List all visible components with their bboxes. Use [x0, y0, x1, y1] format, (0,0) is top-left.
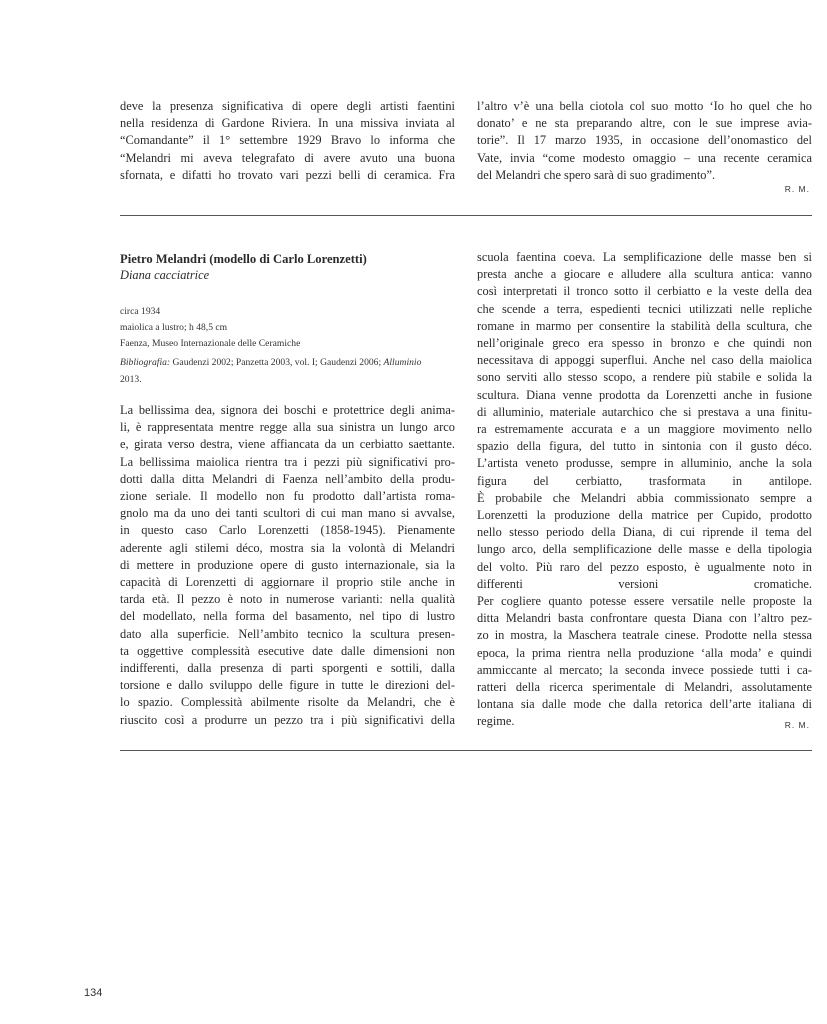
text-line: necessitava di appoggi superflui. Anche nel caso della maiolica — [477, 353, 812, 368]
text-line: ra estremamente accurata e a un maggiore movimento nello — [477, 422, 812, 437]
text-line: nella residenza di Gardone Riviera. In una missiva inviata al — [120, 116, 455, 131]
text-line: regime. — [477, 714, 515, 729]
text-line: nell’originale greco era spesso in bronzo e che quindi non — [477, 336, 812, 351]
text-line: del modellato, nella forma del basamento, nel tipo di lustro — [120, 609, 455, 624]
text-line: epoca, la prima rientra nella produzione ‘alla moda’ e quindi — [477, 645, 812, 660]
bibliography-label: Bibliografia: — [120, 357, 171, 368]
bibliography-end: 2013. — [120, 374, 142, 385]
text-line: torie”. Il 17 marzo 1935, in occasione dell’onomastico del — [477, 133, 812, 148]
text-line: È probabile che Melandri abbia commissionato sempre a — [477, 490, 812, 505]
text-line: lontana sia dalle mode che dalla retorica dell’arte italiana di — [477, 697, 812, 712]
text-line: differenti versioni cromatiche. — [477, 576, 812, 591]
text-line: presta anche a giocare e alludere alla scultura antica: vanno — [477, 267, 812, 282]
text-line: Per cogliere quanto potesse essere versatile nelle proposte la — [477, 594, 812, 609]
text-line: ta oggettive complessità esecutive date dalle dimensioni non — [120, 643, 455, 658]
text-line: deve la presenza significativa di opere degli artisti faentini — [120, 99, 455, 113]
text-line: Lorenzetti la produzione della matrice per Cupido, prodotto — [477, 508, 812, 523]
entry-location: Faenza, Museo Internazionale delle Ceramiche — [120, 338, 301, 349]
text-line: riuscito così a produrre un pezzo tra i più significativi della — [120, 712, 455, 727]
text-line: “Melandri mi aveva telegrafato di avere avuto una buona — [120, 150, 455, 165]
bibliography-text: Gaudenzi 2002; Panzetta 2003, vol. I; Gaudenzi 2006; — [170, 357, 384, 368]
text-line: dato alla superficie. Nell’ambito tecnico la scultura presen- — [120, 626, 455, 641]
text-line: torsione e dallo sviluppo delle figure in tutte le direzioni del- — [120, 678, 455, 693]
entry-title: Pietro Melandri (modello di Carlo Lorenzetti) — [120, 252, 367, 266]
text-line: indifferenti, dalla presenza di parti sporgenti e sottili, dalla — [120, 661, 455, 676]
entry-signature: R. M. — [784, 720, 810, 730]
text-line: romane in marmo per consentire la stabilità della scultura, che — [477, 318, 812, 333]
entry-right-column — [477, 249, 812, 731]
bottom-divider — [120, 750, 812, 751]
text-line: ditta Melandri basta confrontare questa Diana con l’altro pez- — [477, 611, 812, 626]
top-right-column — [477, 98, 812, 184]
top-signature: R. M. — [784, 184, 810, 194]
text-line: ratteri della ricerca sperimentale di Melandri, assolutamente — [477, 680, 812, 695]
text-line: così interpretati il tronco sotto il cerbiatto e la veste della dea — [477, 284, 812, 299]
entry-subtitle: Diana cacciatrice — [120, 268, 210, 282]
text-line: di mettere in produzione opere di gusto internazionale, sia la — [120, 557, 455, 572]
text-line: zo in mostra, la Maschera teatrale cinese. Prodotte nella stessa — [477, 628, 812, 643]
text-line: gnolo ma da uno dei tanti scultori di cui man mano si avvalse, — [120, 506, 455, 521]
text-line: di alluminio, materiale autarchico che si prestava a una finitu- — [477, 404, 812, 419]
text-line: che scende a terra, espedienti tecnici utilizzati nelle repliche — [477, 301, 812, 316]
text-line: Vate, invia “come modesto omaggio – una recente ceramica — [477, 150, 812, 165]
text-line: del volto. Più raro del pezzo esposto, è ugualmente noto in — [477, 559, 812, 574]
top-divider — [120, 215, 812, 216]
text-line: sono serviti allo stesso scopo, a rendere più stabile e solida la — [477, 370, 812, 385]
entry-left-column — [120, 402, 455, 729]
text-line: aderente agli stilemi déco, mostra sia la volontà di Melandri — [120, 540, 455, 555]
top-left-column — [120, 98, 455, 184]
text-line: ammiccante al mercato; la seconda invece possiede tutti i ca- — [477, 662, 812, 677]
text-line: spazio della figura, del tutto in sintonia con il gusto déco. — [477, 439, 812, 454]
text-line: L’artista veneto produsse, sempre in alluminio, anche la sola — [477, 456, 812, 471]
text-line: figura del cerbiatto, trasformata in antilope. — [477, 473, 812, 488]
text-line: e, girata verso destra, viene affiancata da un cerbiatto saettante. — [120, 437, 455, 452]
entry-material: maiolica a lustro; h 48,5 cm — [120, 322, 228, 333]
text-line: lo spazio. Complessità abilmente risolte da Melandri, che è — [120, 695, 455, 710]
text-line: lungo arco, della semplificazione delle masse e della tipologia — [477, 542, 812, 557]
text-line: zione seriale. Il modello non fu prodotto dall’artista roma- — [120, 489, 455, 504]
text-line: capacità di Lorenzetti di aggiornare il proprio stile anche in — [120, 575, 455, 590]
text-line: dotti dalla ditta Melandri di Faenza nell’ambito della produ- — [120, 471, 455, 486]
entry-date: circa 1934 — [120, 306, 161, 317]
bibliography-italic: Alluminio — [383, 357, 422, 368]
entry-bibliography — [120, 354, 455, 388]
page-number: 134 — [84, 987, 103, 999]
text-line: scuola faentina coeva. La semplificazione delle masse ben si — [477, 250, 812, 264]
text-line: “Comandante” il 1° settembre 1929 Bravo lo informa che — [120, 133, 455, 148]
text-line: sfornata, e difatti ho trovato vari pezzi belli di ceramica. Fra — [120, 167, 455, 182]
text-line: tarda età. Il pezzo è noto in numerose varianti: nella qualità — [120, 592, 455, 607]
text-line: La bellissima maiolica rientra tra i pezzi più significativi pro- — [120, 454, 455, 469]
text-line: del Melandri che spero sarà di suo gradimento”. — [477, 167, 716, 182]
text-line: l’altro v’è una bella ciotola col suo motto ‘Io ho quel che ho — [477, 99, 812, 113]
text-line: scultura. Diana venne prodotta da Lorenzetti anche in fusione — [477, 387, 812, 402]
text-line: in questo caso Carlo Lorenzetti (1858-1945). Pienamente — [120, 523, 455, 538]
text-line: La bellissima dea, signora dei boschi e protettrice degli anima- — [120, 403, 455, 417]
text-line: nello stesso periodo della Diana, di cui riprende il tema del — [477, 525, 812, 540]
text-line: li, è rappresentata mentre regge alla sua sinistra un lungo arco — [120, 420, 455, 435]
text-line: donato’ e ne sta preparando altre, con le sue imprese avia- — [477, 116, 812, 131]
